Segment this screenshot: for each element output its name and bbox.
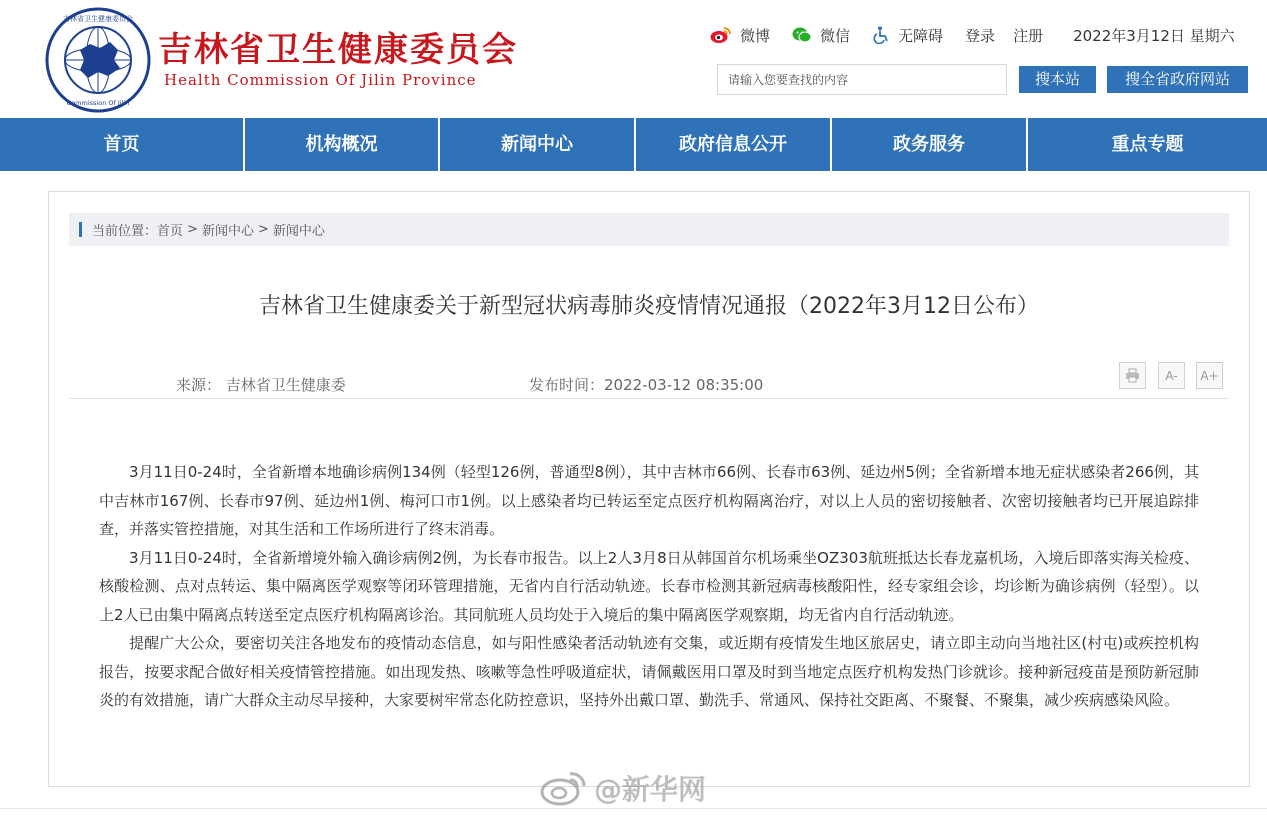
print-button[interactable] bbox=[1119, 362, 1146, 389]
breadcrumb bbox=[69, 213, 1229, 246]
nav-item-org-overview[interactable]: 机构概况 bbox=[245, 118, 440, 171]
watermark-text: @新华网 bbox=[594, 773, 707, 806]
top-links bbox=[710, 24, 1235, 46]
nav-item-gov-info-disclosure[interactable]: 政府信息公开 bbox=[636, 118, 832, 171]
article-title: 吉林省卫生健康委关于新型冠状病毒肺炎疫情情况通报（2022年3月12日公布） bbox=[259, 294, 1039, 319]
svg-text:Commission Of Jilin: Commission Of Jilin bbox=[66, 99, 130, 107]
breadcrumb-marker bbox=[79, 222, 82, 237]
breadcrumb-separator: > bbox=[257, 222, 269, 237]
breadcrumb-separator: > bbox=[187, 222, 198, 237]
meta-divider bbox=[69, 398, 1229, 399]
search-site-button[interactable]: 搜本站 bbox=[1019, 66, 1096, 93]
search-input[interactable] bbox=[717, 64, 1007, 95]
accessibility-label: 无障碍 bbox=[898, 26, 944, 45]
accessibility-link[interactable] bbox=[872, 25, 943, 46]
breadcrumb-news-center-current[interactable]: 新闻中心 bbox=[272, 224, 325, 239]
current-date: 2022年3月12日 星期六 bbox=[1073, 26, 1235, 45]
weibo-icon bbox=[710, 26, 732, 44]
source-value: 吉林省卫生健康委 bbox=[225, 376, 346, 394]
nav-item-key-topics[interactable]: 重点专题 bbox=[1111, 134, 1184, 155]
site-header bbox=[0, 0, 1267, 118]
login-link[interactable]: 登录 bbox=[965, 26, 996, 45]
nav-item-home[interactable]: 首页 bbox=[0, 118, 245, 171]
register-link[interactable]: 注册 bbox=[1013, 26, 1044, 45]
weibo-label: 微博 bbox=[740, 26, 771, 45]
article-paragraph: 3月11日0-24时，全省新增境外输入确诊病例2例，为长春市报告。以上2人3月8日从韩国首尔机场乘坐OZ303航班抵达长春龙嘉机场，入境后即落实海关检疫、核酸检测、点对点转运、集中隔离医学观察等闭环管理措施，无省内自行活动轨迹。长春市检测其新冠病毒核酸阳性，经专家组会诊，均诊断为确诊病例（轻型）。以上2人已由集中隔离点转送至定点医疗机构隔离诊治。其同航班人员均处于入境后的集中隔离医学观察期，均无省内自行活动轨迹。 bbox=[99, 548, 1199, 624]
xinhua-watermark bbox=[540, 768, 706, 808]
weibo-link[interactable] bbox=[710, 25, 770, 46]
breadcrumb-news-center[interactable]: 新闻中心 bbox=[201, 224, 254, 239]
site-title[interactable]: 吉林省卫生健康委员会 bbox=[158, 30, 518, 70]
jilin-health-commission-logo-icon[interactable] bbox=[44, 6, 152, 114]
main-nav bbox=[0, 118, 1267, 171]
article-paragraph: 提醒广大公众，要密切关注各地发布的疫情动态信息，如与阳性感染者活动轨迹有交集，或近期有疫情发生地区旅居史，请立即主动向当地社区(村屯)或疾控机构报告，按要求配合做好相关疫情管控措施。如出现发热、咳嗽等急性呼吸道症状，请佩戴医用口罩及时到当地定点医疗机构发热门诊就诊。接种新冠疫苗是预防新冠肺炎的有效措施，请广大群众主动尽早接种，大家要树牢常态化防控意识，坚持外出戴口罩、勤洗手、常通风、保持社交距离、不聚餐、不聚集，减少疾病感染风险。 bbox=[99, 634, 1199, 709]
source-label: 来源： bbox=[176, 376, 222, 394]
article-publish-time bbox=[529, 374, 763, 395]
article-card bbox=[48, 191, 1250, 787]
site-subtitle: Health Commission Of Jilin Province bbox=[164, 71, 477, 89]
search-province-gov-button[interactable]: 搜全省政府网站 bbox=[1107, 66, 1248, 93]
accessibility-wheelchair-icon bbox=[872, 26, 890, 44]
nav-item-news-center[interactable]: 新闻中心 bbox=[440, 118, 636, 171]
wechat-label: 微信 bbox=[820, 26, 851, 45]
breadcrumb-home[interactable]: 首页 bbox=[157, 224, 184, 239]
printer-icon bbox=[1125, 368, 1140, 383]
article-paragraph: 3月11日0-24时，全省新增本地确诊病例134例（轻型126例，普通型8例），其中吉林市66例、长春市63例、延边州5例；全省新增本地无症状感染者266例，其中吉林市167例、长春市97例、延边州1例、梅河口市1例。以上感染者均已转运至定点医疗机构隔离治疗，对以上人员的密切接触者、次密切接触者均已开展追踪排查，并落实管控措施，对其生活和工作场所进行了终末消毒。 bbox=[99, 463, 1199, 538]
time-label: 发布时间： bbox=[529, 376, 605, 394]
breadcrumb-prefix: 当前位置： bbox=[92, 224, 158, 239]
weibo-watermark-icon bbox=[540, 770, 588, 806]
article-source bbox=[176, 374, 346, 395]
wechat-icon bbox=[792, 26, 812, 44]
font-larger-button[interactable]: A+ bbox=[1196, 362, 1223, 389]
footer-divider bbox=[0, 808, 1267, 809]
font-smaller-button[interactable]: A- bbox=[1158, 362, 1185, 389]
wechat-link[interactable] bbox=[792, 25, 850, 46]
article-body bbox=[99, 458, 1199, 715]
time-value: 2022-03-12 08:35:00 bbox=[604, 376, 764, 394]
nav-item-gov-services[interactable]: 政务服务 bbox=[832, 118, 1028, 171]
svg-text:吉林省卫生健康委员会: 吉林省卫生健康委员会 bbox=[63, 15, 133, 23]
